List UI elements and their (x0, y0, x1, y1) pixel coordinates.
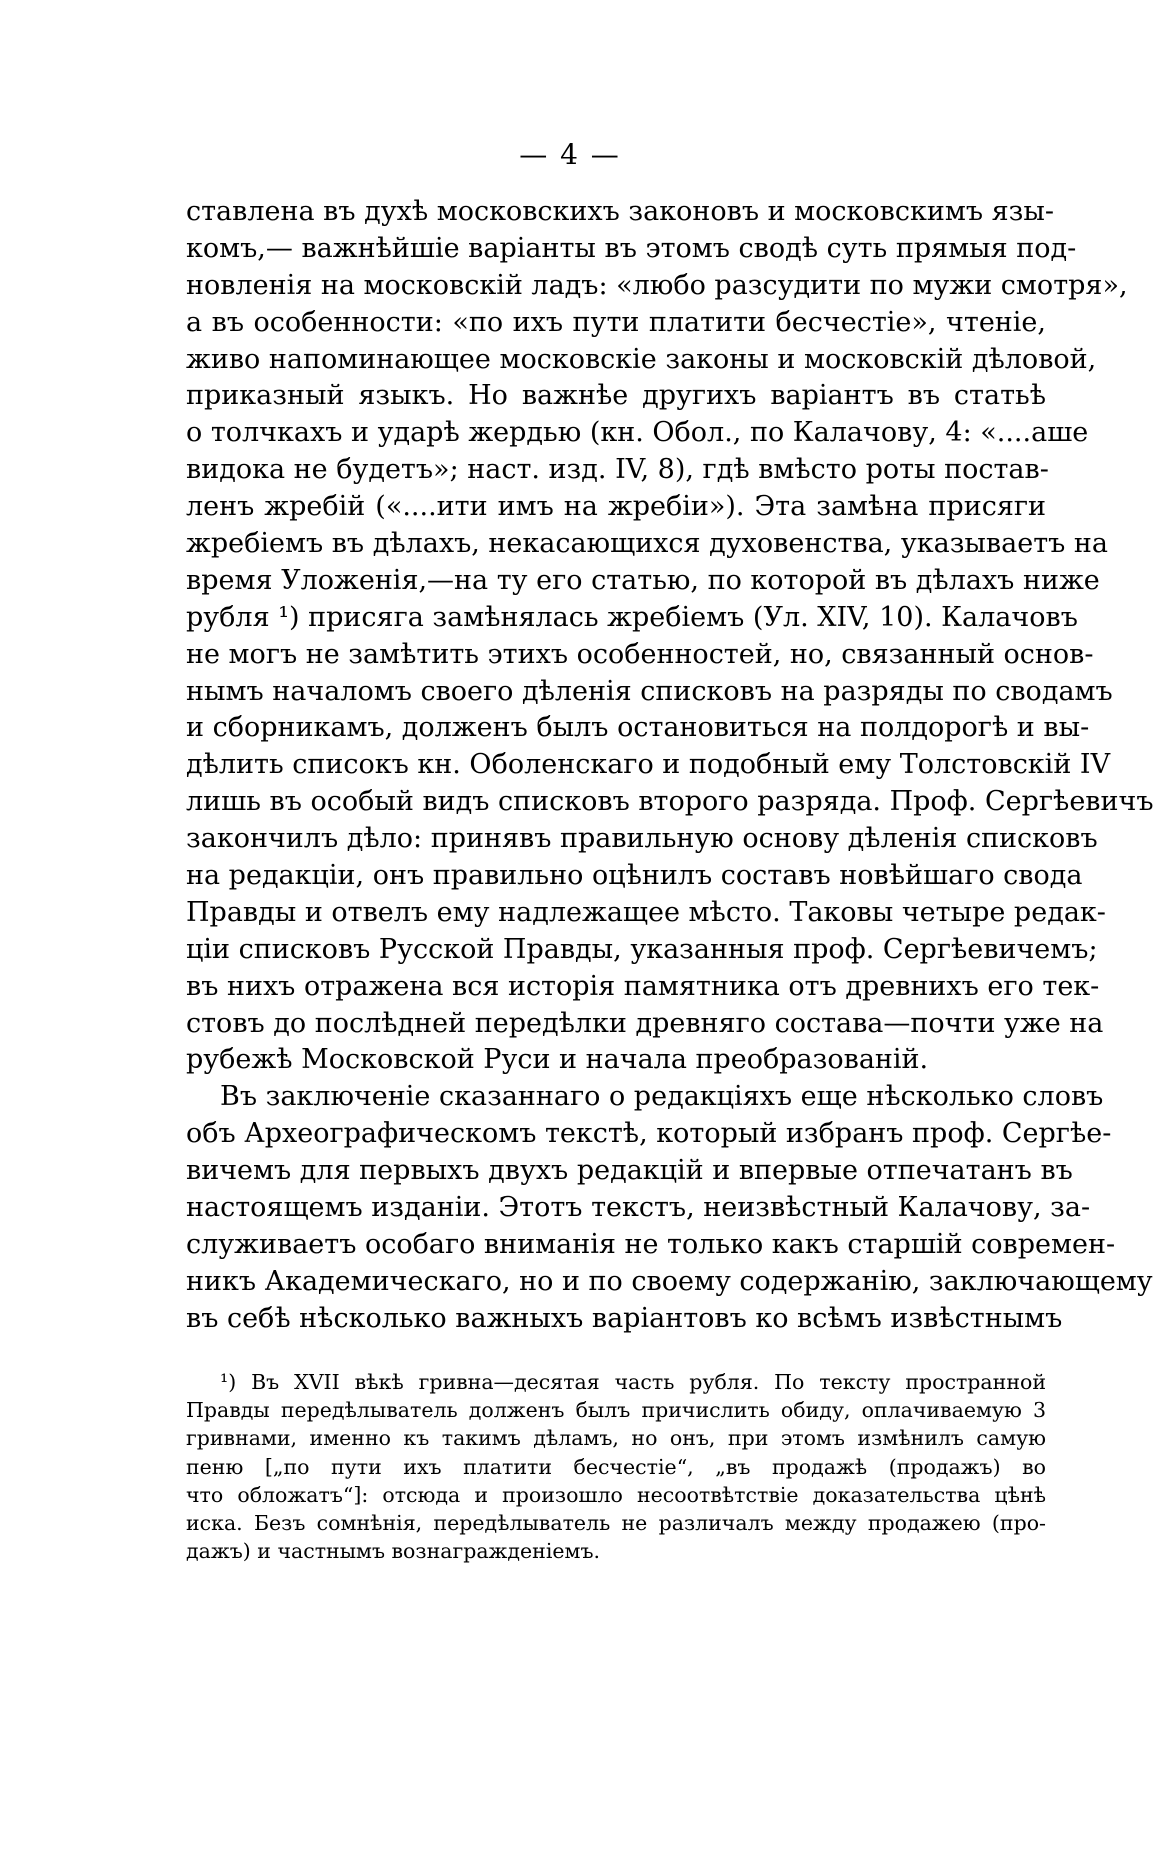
text-line: на редакціи, онъ правильно оцѣнилъ составъ новѣйшаго свода (186, 860, 1083, 892)
text-line: стовъ до послѣдней передѣлки древняго состава—почти уже на (186, 1007, 1104, 1039)
text-line: Правды и отвелъ ему надлежащее мѣсто. Таковы четыре редак- (186, 896, 1106, 928)
text-line: видока не будетъ»; наст. изд. IV, 8), гдѣ вмѣсто роты постав- (186, 454, 1049, 486)
text-line: вичемъ для первыхъ двухъ редакцій и впервые отпечатанъ въ (186, 1155, 1073, 1187)
text-line: служиваетъ особаго вниманія не только какъ старшій современ- (186, 1228, 1116, 1260)
text-line: дѣлить списокъ кн. Оболенскаго и подобный ему Толстовскій IV (186, 749, 1111, 781)
text-line: рубля ¹) присяга замѣнялась жребіемъ (Ул. XIV, 10). Калачовъ (186, 601, 1078, 633)
text-line: нымъ началомъ своего дѣленія списковъ на разряды по сводамъ (186, 675, 1113, 707)
text-line: объ Археографическомъ текстѣ, который избранъ проф. Сергѣе- (186, 1118, 1112, 1150)
footnote (186, 1368, 1046, 1565)
text-line: комъ,— важнѣйшіе варіанты въ этомъ сводѣ суть прямыя под- (186, 232, 1077, 264)
text-line: живо напоминающее московскіе законы и московскій дѣловой, (186, 343, 1097, 375)
text-line: настоящемъ изданіи. Этотъ текстъ, неизвѣстный Калачову, за- (186, 1192, 1091, 1224)
text-line: а въ особенности: «по ихъ пути платити бесчестіе», чтеніе, (186, 306, 1046, 338)
text-line: въ нихъ отражена вся исторія памятника отъ древнихъ его тек- (186, 970, 1100, 1002)
text-line: время Уложенія,—на ту его статью, по которой въ дѣлахъ ниже (186, 564, 1100, 596)
main-text (186, 194, 1154, 1338)
text-line: закончилъ дѣло: принявъ правильную основу дѣленія списковъ (186, 823, 1098, 855)
text-line: никъ Академическаго, но и по своему содержанію, заключающему (186, 1265, 1153, 1297)
text-line: ставлена въ духѣ московскихъ законовъ и московскимъ язы- (186, 196, 1054, 227)
footnote-line: гривнами, именно къ такимъ дѣламъ, но онъ, при этомъ измѣнилъ самую (186, 1426, 1046, 1451)
footnote-line: Правды передѣлыватель долженъ былъ причислить обиду, оплачиваемую 3 (186, 1398, 1046, 1423)
footnote-line: пеню [„по пути ихъ платити бесчестіе“, „въ продажѣ (продажъ) во (186, 1454, 1046, 1479)
text-line: и сборникамъ, долженъ былъ остановиться на полдорогѣ и вы- (186, 712, 1090, 744)
text-line: лишь въ особый видъ списковъ второго разряда. Проф. Сергѣевичъ (186, 786, 1154, 818)
footnote-line: дажъ) и частнымъ вознагражденіемъ. (186, 1539, 601, 1564)
footnote-line: иска. Безъ сомнѣнія, передѣлыватель не различалъ между продажею (про- (186, 1510, 1046, 1535)
text-line: рубежѣ Московской Руси и начала преобразованій. (186, 1044, 929, 1076)
text-line: Въ заключеніе сказаннаго о редакціяхъ еще нѣсколько словъ (220, 1081, 1104, 1113)
text-line: въ себѣ нѣсколько важныхъ варіантовъ ко всѣмъ извѣстнымъ (186, 1302, 1063, 1334)
text-line: о толчкахъ и ударѣ жердью (кн. Обол., по Калачову, 4: «....аше (186, 417, 1089, 449)
text-line: ціи списковъ Русской Правды, указанныя проф. Сергѣевичемъ; (186, 933, 1098, 965)
text-line: ленъ жребій («....ити имъ на жребіи»). Эта замѣна присяги (186, 491, 1046, 523)
footnote-line: ¹) Въ XVII вѣкѣ гривна—десятая часть рубля. По тексту пространной (220, 1370, 1046, 1394)
text-line: жребіемъ въ дѣлахъ, некасающихся духовенства, указываетъ на (186, 528, 1108, 560)
text-line: приказный языкъ. Но важнѣе другихъ варіантъ въ статьѣ (186, 380, 1046, 412)
page-number: — 4 — (519, 138, 621, 171)
footnote-line: что обложатъ“]: отсюда и произошло несоотвѣтствіе доказательства цѣнѣ (186, 1482, 1046, 1507)
text-line: новленія на московскій ладъ: «любо разсудити по мужи смотря», (186, 269, 1128, 301)
text-line: не могъ не замѣтить этихъ особенностей, но, связанный основ- (186, 638, 1094, 670)
